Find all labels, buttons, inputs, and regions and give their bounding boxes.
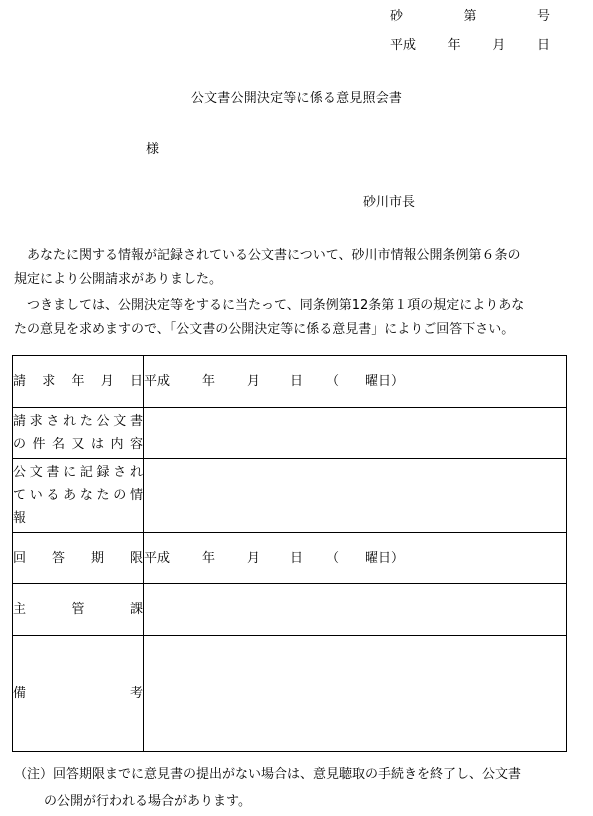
value-department[interactable] <box>144 584 567 636</box>
value-request-date[interactable] <box>144 356 567 408</box>
date-era: 平成 <box>144 374 171 389</box>
date-month: 月 <box>492 38 506 53</box>
label-response-deadline <box>13 533 144 584</box>
label-char: 求 <box>42 374 56 389</box>
label-remarks <box>13 636 144 752</box>
number-dai: 第 <box>463 9 477 24</box>
table-row-request-date <box>13 356 567 408</box>
date-month: 月 <box>247 374 261 389</box>
footnote-line-2: の公開が行われる場合があります。 <box>44 794 251 809</box>
label-line: 公文書に記録され <box>13 465 143 480</box>
value-recorded-info[interactable] <box>144 459 567 533</box>
value-requested-document[interactable] <box>144 408 567 459</box>
label-char: 課 <box>129 602 143 617</box>
date-day: 日 <box>290 550 304 566</box>
label-department <box>13 584 144 636</box>
value-remarks[interactable] <box>144 636 567 752</box>
sender-name: 砂川市長 <box>363 195 416 210</box>
label-char: 備 <box>13 686 27 701</box>
label-requested-document <box>13 408 144 459</box>
label-char: 年 <box>71 374 85 389</box>
label-line: 請求された公文書 <box>13 414 143 429</box>
table-row-response-deadline <box>13 533 567 584</box>
number-prefix: 砂 <box>390 9 404 24</box>
number-go: 号 <box>536 9 550 24</box>
label-char: 月 <box>100 374 114 389</box>
document-number-line <box>390 10 550 23</box>
request-date-fields <box>144 375 566 388</box>
label-char: 回 <box>13 550 27 566</box>
table-row-department <box>13 584 567 636</box>
table-row-recorded-info <box>13 459 567 533</box>
value-response-deadline[interactable] <box>144 533 567 584</box>
paragraph-1-line-1: あなたに関する情報が記録されている公文書について、砂川市情報公開条例第６条の <box>14 248 521 263</box>
date-day: 日 <box>536 38 550 53</box>
label-request-date <box>13 356 144 408</box>
label-char: 考 <box>129 686 143 701</box>
paragraph-2-line-2: たの意見を求めますので、「公文書の公開決定等に係る意見書」によりご回答下さい。 <box>14 322 515 337</box>
label-recorded-info <box>13 459 144 533</box>
table-row-requested-document <box>13 408 567 459</box>
label-char: 答 <box>51 550 65 566</box>
date-month: 月 <box>247 550 261 566</box>
date-year: 年 <box>202 374 216 389</box>
date-weekday: （ 曜日） <box>326 550 405 566</box>
label-char: 主 <box>13 602 27 617</box>
date-era: 平成 <box>390 38 417 53</box>
document-date-line <box>390 39 550 52</box>
inquiry-form-table <box>12 355 567 752</box>
body-paragraph-1 <box>14 244 582 292</box>
label-line: ているあなたの情 <box>13 488 143 503</box>
paragraph-2-line-1: つきましては、公開決定等をするに当たって、同条例第12条第１項の規定によりあな <box>14 298 525 313</box>
label-char: 日 <box>129 374 143 389</box>
paragraph-1-line-2: 規定により公開請求がありました。 <box>14 272 223 287</box>
label-char: 請 <box>13 374 27 389</box>
document-title: 公文書公開決定等に係る意見照会書 <box>190 91 403 106</box>
deadline-date-fields <box>144 552 566 565</box>
date-day: 日 <box>290 374 304 389</box>
date-year: 年 <box>447 38 461 53</box>
footnote <box>14 761 589 815</box>
date-era: 平成 <box>144 550 171 566</box>
date-weekday: （ 曜日） <box>326 374 405 389</box>
table-row-remarks <box>13 636 567 752</box>
label-line: 報 <box>13 511 27 526</box>
label-char: 管 <box>71 602 85 617</box>
label-char: 期 <box>90 550 104 566</box>
label-line: の件名又は内容 <box>13 437 143 452</box>
label-char: 限 <box>129 550 143 566</box>
body-paragraph-2 <box>14 294 582 342</box>
addressee-suffix: 様 <box>146 142 160 157</box>
date-year: 年 <box>202 550 216 566</box>
footnote-line-1: （注）回答期限までに意見書の提出がない場合は、意見聴取の手続きを終了し、公文書 <box>14 767 522 782</box>
